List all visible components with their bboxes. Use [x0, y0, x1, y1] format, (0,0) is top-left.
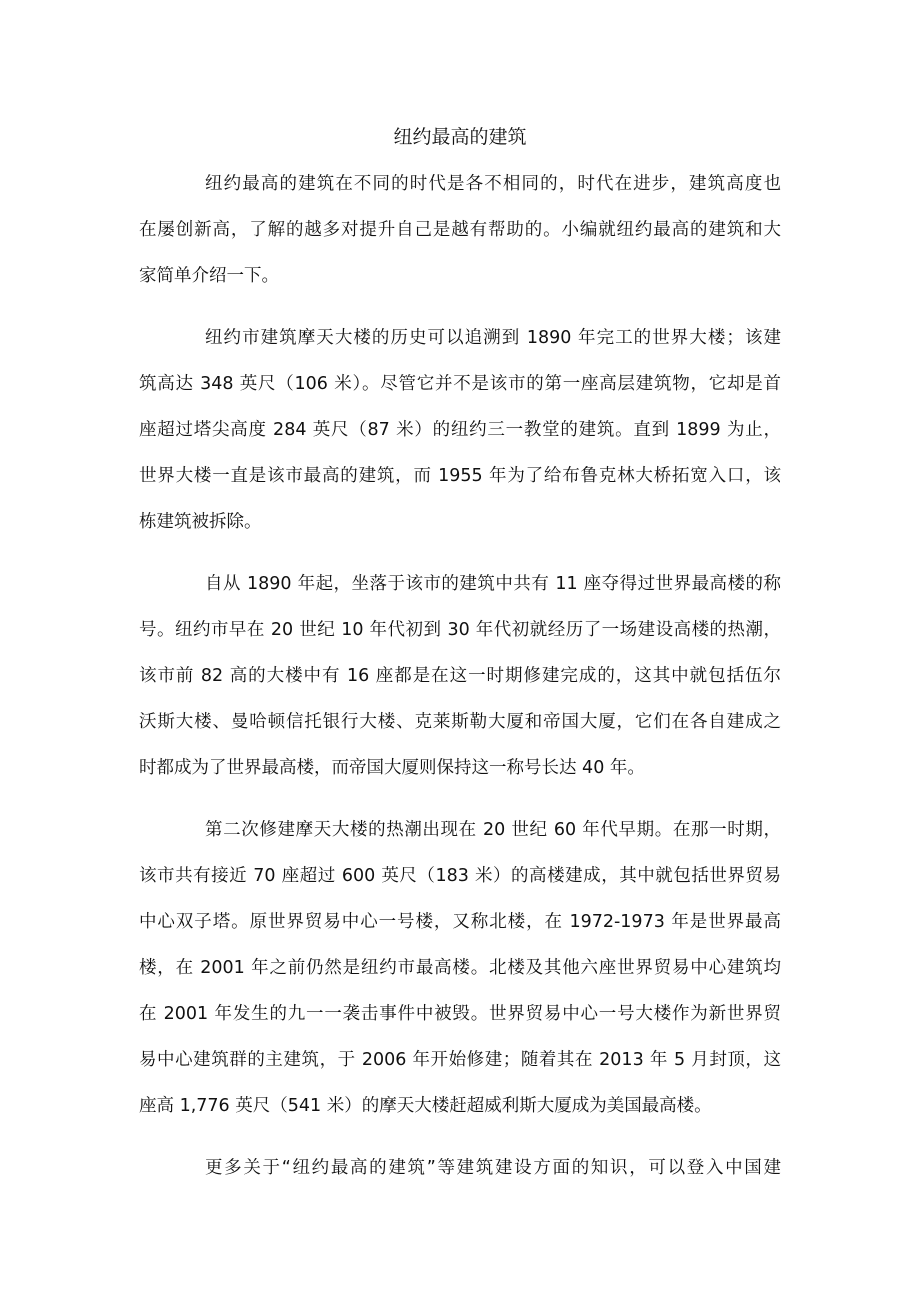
text-line: 易中心建筑群的主建筑，于 2006 年开始修建；随着其在 2013 年 5 月封顶，这	[139, 1050, 781, 1070]
text-line: 在屡创新高，了解的越多对提升自己是越有帮助的。小编就纽约最高的建筑和大	[139, 220, 781, 240]
text-line: 中心双子塔。原世界贸易中心一号楼，又称北楼，在 1972-1973 年是世界最高	[139, 912, 781, 932]
text-line: 该市共有接近 70 座超过 600 英尺（183 米）的高楼建成，其中就包括世界贸易	[139, 866, 781, 886]
paragraph	[139, 561, 781, 791]
text-line: 沃斯大楼、曼哈顿信托银行大楼、克莱斯勒大厦和帝国大厦，它们在各自建成之	[139, 712, 781, 732]
text-line: 筑高达 348 英尺（106 米）。尽管它并不是该市的第一座高层建筑物，它却是首	[139, 374, 781, 394]
text-line: 自从 1890 年起，坐落于该市的建筑中共有 11 座夺得过世界最高楼的称	[205, 574, 781, 594]
document-body	[139, 161, 781, 1207]
paragraph	[139, 807, 781, 1129]
text-line: 楼，在 2001 年之前仍然是纽约市最高楼。北楼及其他六座世界贸易中心建筑均	[139, 958, 781, 978]
document-title: 纽约最高的建筑	[393, 126, 527, 148]
paragraph	[139, 315, 781, 545]
text-line: 栋建筑被拆除。	[139, 512, 262, 532]
text-line: 座高 1,776 英尺（541 米）的摩天大楼赶超威利斯大厦成为美国最高楼。	[139, 1096, 712, 1116]
text-line: 家简单介绍一下。	[139, 266, 279, 286]
text-line: 纽约最高的建筑在不同的时代是各不相同的，时代在进步，建筑高度也	[205, 174, 781, 194]
text-line: 世界大楼一直是该市最高的建筑，而 1955 年为了给布鲁克林大桥拓宽入口，该	[139, 466, 781, 486]
paragraph	[139, 161, 781, 299]
text-line: 号。纽约市早在 20 世纪 10 年代初到 30 年代初就经历了一场建设高楼的热潮，	[139, 620, 781, 640]
text-line: 更多关于“纽约最高的建筑”等建筑建设方面的知识，可以登入中国建	[205, 1158, 781, 1178]
text-line: 座超过塔尖高度 284 英尺（87 米）的纽约三一教堂的建筑。直到 1899 为止，	[139, 420, 781, 440]
text-line: 该市前 82 高的大楼中有 16 座都是在这一时期修建完成的，这其中就包括伍尔	[139, 666, 781, 686]
text-line: 纽约市建筑摩天大楼的历史可以追溯到 1890 年完工的世界大楼；该建	[205, 328, 781, 348]
text-line: 在 2001 年发生的九一一袭击事件中被毁。世界贸易中心一号大楼作为新世界贸	[139, 1004, 781, 1024]
text-line: 第二次修建摩天大楼的热潮出现在 20 世纪 60 年代早期。在那一时期，	[205, 820, 781, 840]
text-line: 时都成为了世界最高楼，而帝国大厦则保持这一称号长达 40 年。	[139, 758, 645, 778]
paragraph	[139, 1145, 781, 1191]
